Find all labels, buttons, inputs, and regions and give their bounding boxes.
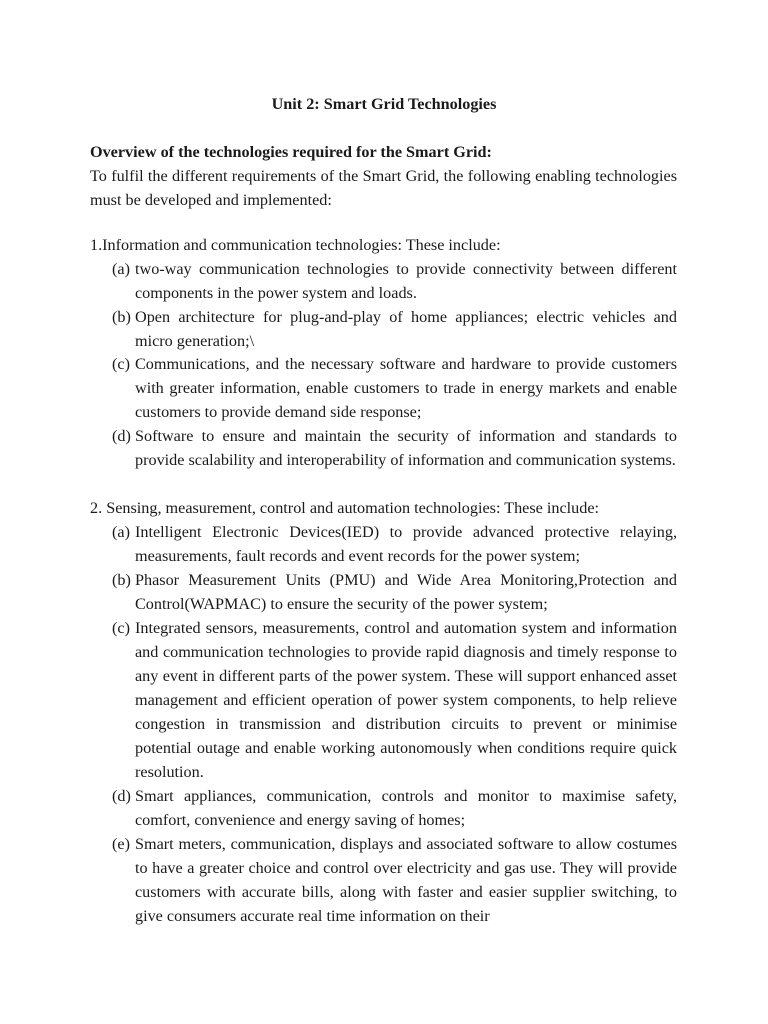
list-item-marker: (c) <box>112 355 130 373</box>
list-item-marker: (c) <box>112 619 130 637</box>
list-item <box>112 352 677 424</box>
list-item-text: Smart meters, communication, displays and associated software to allow costumes to have a greater choice and control over electricity and gas use. They will provide customers with accurate bills, along with faster and easier supplier switching, to give consumers accurate real time information on their <box>135 835 677 925</box>
page-title: Unit 2: Smart Grid Technologies <box>271 95 497 113</box>
list-item-marker: (e) <box>112 835 130 853</box>
list-item <box>112 257 677 305</box>
section-1-heading: 1.Information and communication technologies: These include: <box>90 236 501 254</box>
list-item <box>112 305 677 353</box>
list-item-marker: (a) <box>112 523 130 541</box>
list-item <box>112 832 677 928</box>
list-item-text: Software to ensure and maintain the security of information and standards to provide scalability and interoperability of information and communication systems. <box>135 427 677 469</box>
section-2-heading: 2. Sensing, measurement, control and automation technologies: These include: <box>90 499 600 517</box>
list-item-text: two-way communication technologies to provide connectivity between different components in the power system and loads. <box>135 260 677 302</box>
list-item <box>112 784 677 832</box>
list-item-text: Open architecture for plug-and-play of home appliances; electric vehicles and micro generation;\ <box>135 308 677 350</box>
list-item-text: Phasor Measurement Units (PMU) and Wide Area Monitoring,Protection and Control(WAPMAC) to ensure the security of the power system; <box>135 571 677 613</box>
list-item-marker: (d) <box>112 787 131 805</box>
list-item <box>112 616 677 784</box>
list-item-text: Smart appliances, communication, controls and monitor to maximise safety, comfort, convenience and energy saving of homes; <box>135 787 677 829</box>
list-item-marker: (b) <box>112 308 131 326</box>
list-item <box>112 424 677 472</box>
list-item-text: Integrated sensors, measurements, control and automation system and information and communication technologies to provide rapid diagnosis and timely response to any event in different parts of the power system. These will support enhanced asset management and efficient operation of power system components, to help relieve congestion in transmission and distribution circuits to prevent or minimise potential outage and enable working autonomously when conditions require quick resolution. <box>135 619 677 781</box>
overview-heading: Overview of the technologies required for the Smart Grid: <box>90 143 492 161</box>
list-item-marker: (a) <box>112 260 130 278</box>
list-item-text: Communications, and the necessary software and hardware to provide customers with greater information, enable customers to trade in energy markets and enable customers to provide demand side response; <box>135 355 677 421</box>
list-item <box>112 520 677 568</box>
list-item-marker: (d) <box>112 427 131 445</box>
list-item-text: Intelligent Electronic Devices(IED) to provide advanced protective relaying, measurements, fault records and event records for the power system; <box>135 523 677 565</box>
list-item-marker: (b) <box>112 571 131 589</box>
list-item <box>112 568 677 616</box>
intro-paragraph: To fulfil the different requirements of the Smart Grid, the following enabling technologies must be developed and implemented: <box>90 167 677 209</box>
